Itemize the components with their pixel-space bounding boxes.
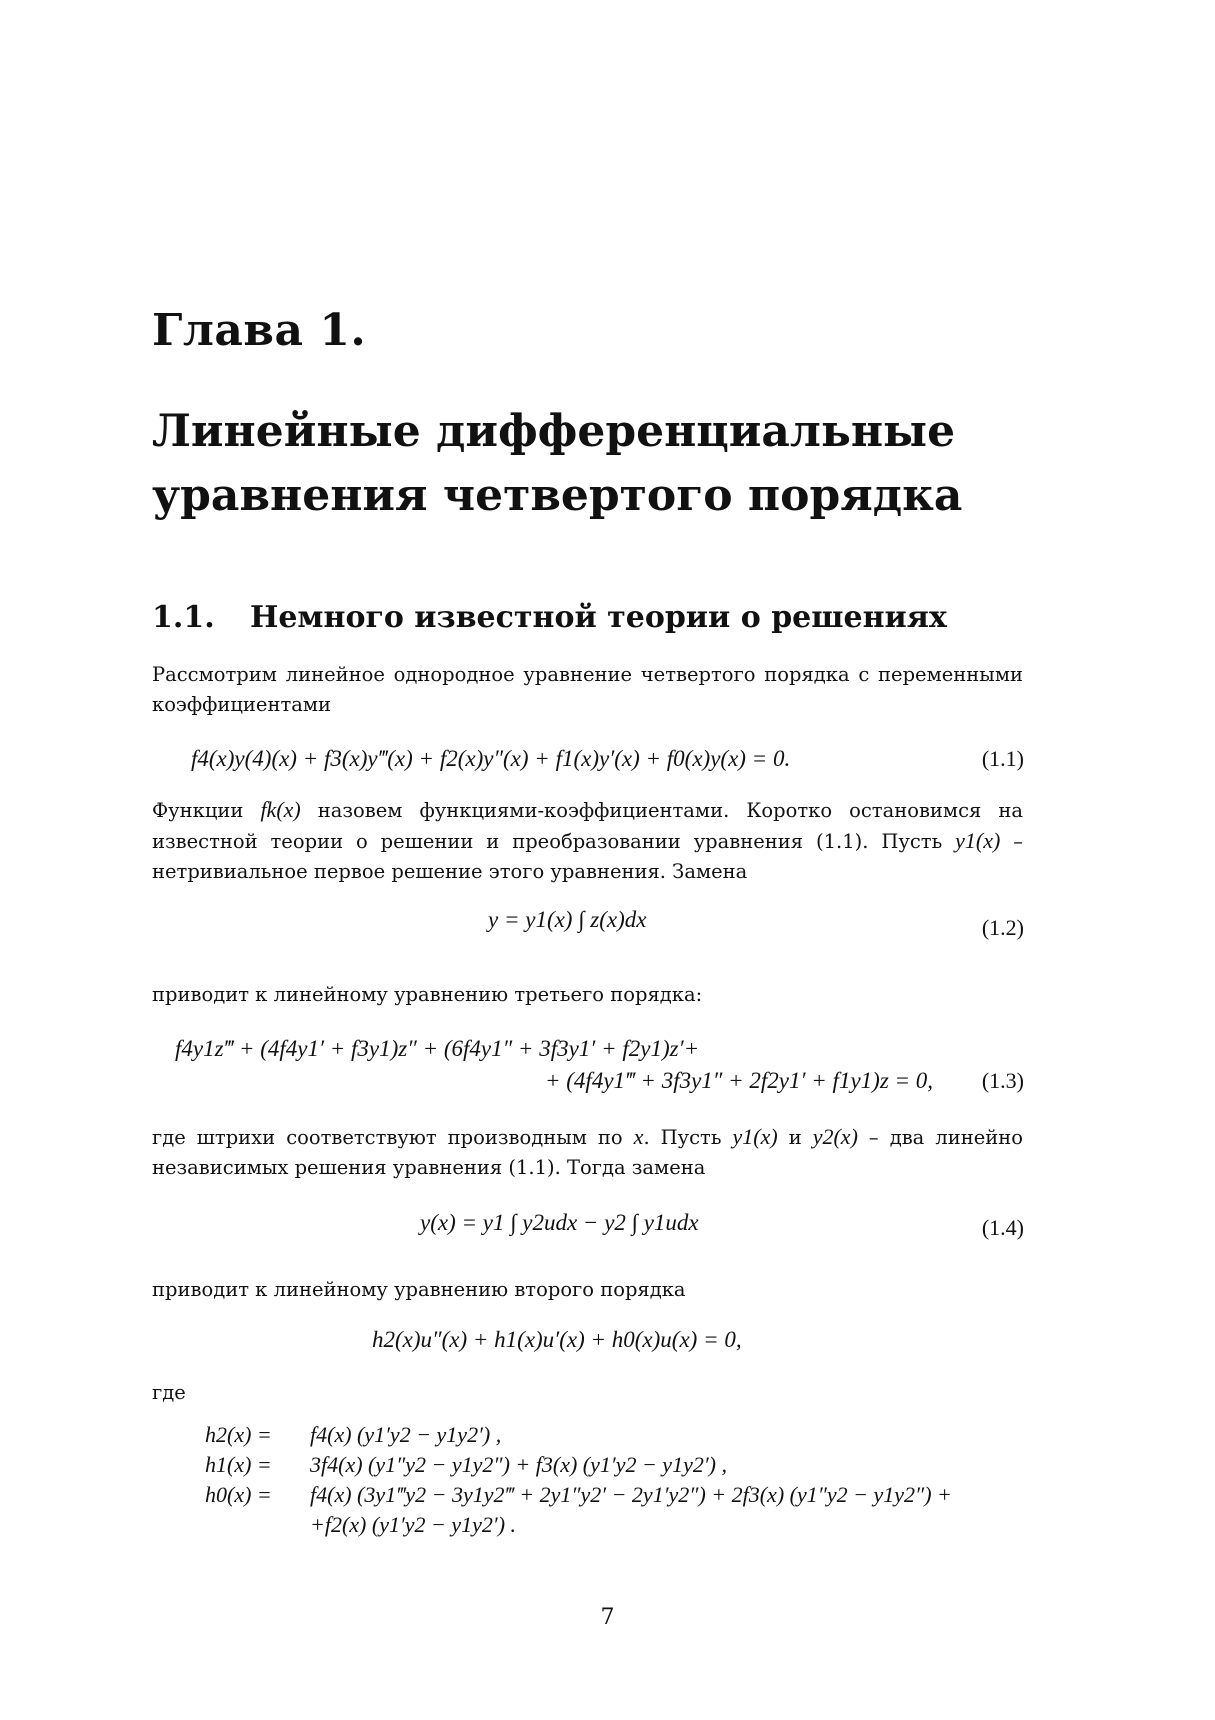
paragraph-intro: Рассмотрим линейное однородное уравнение четвертого порядка с переменными коэффициентами bbox=[152, 663, 1023, 716]
text-span: Функции bbox=[152, 799, 261, 822]
section-heading bbox=[152, 600, 947, 635]
chapter-title: Линейные дифференциальные уравнения четвертого порядка bbox=[152, 406, 963, 521]
equation-second-order: h2(x)u″(x) + h1(x)u′(x) + h0(x)u(x) = 0, bbox=[372, 1327, 742, 1352]
text-span: . Пусть bbox=[643, 1126, 733, 1149]
text-span: – нетривиальное первое решение этого уравнения. Замена bbox=[152, 830, 1023, 883]
text-span: – два линейно независимых решения уравнения (1.1). Тогда замена bbox=[152, 1126, 1023, 1179]
definition-lhs: h2(x) = bbox=[205, 1422, 272, 1447]
definition-rhs: f4(x) (3y1‴y2 − 3y1y2‴ + 2y1″y2′ − 2y1′y2″) + 2f3(x) (y1″y2 − y1y2″) + bbox=[310, 1482, 952, 1507]
paragraph-where: где bbox=[152, 1381, 186, 1404]
definition-rhs: +f2(x) (y1′y2 − y1y2′) . bbox=[310, 1512, 517, 1537]
definition-rhs: 3f4(x) (y1″y2 − y1y2″) + f3(x) (y1′y2 − y1y2′) , bbox=[310, 1452, 727, 1477]
text-span: назовем функциями-коэффициентами. Коротко остановимся на известной теории о решении и преобразовании уравнения (1.1). Пусть bbox=[152, 799, 1023, 853]
chapter-label: Глава 1. bbox=[152, 305, 367, 356]
definition-row-h0 bbox=[205, 1480, 952, 1510]
equation-number-1-2: (1.2) bbox=[981, 915, 1024, 940]
math-y1: y1(x) bbox=[955, 828, 1001, 853]
definition-row-h0-cont bbox=[205, 1510, 952, 1540]
equation-number-1-1: (1.1) bbox=[981, 746, 1024, 771]
text-span: и bbox=[777, 1126, 813, 1149]
text-span: где штрихи соответствуют производным по bbox=[152, 1126, 634, 1149]
paragraph-coefficients bbox=[152, 795, 1023, 887]
definition-lhs: h1(x) = bbox=[205, 1452, 272, 1477]
equation-number-1-3: (1.3) bbox=[981, 1068, 1024, 1093]
equation-1-2: y = y1(x) ∫ z(x)dx bbox=[488, 907, 647, 932]
definition-spacer bbox=[205, 1510, 310, 1540]
definition-lhs: h0(x) = bbox=[205, 1482, 272, 1507]
equation-number-1-4: (1.4) bbox=[981, 1215, 1024, 1240]
equation-1-4: y(x) = y1 ∫ y2udx − y2 ∫ y1udx bbox=[420, 1210, 699, 1235]
definition-row-h1 bbox=[205, 1450, 952, 1480]
equation-1-3-line1: f4y1z‴ + (4f4y1′ + f3y1)z″ + (6f4y1″ + 3f3y1′ + f2y1)z′+ bbox=[175, 1036, 700, 1061]
coefficient-definitions bbox=[205, 1420, 952, 1540]
math-x: x bbox=[633, 1124, 644, 1149]
paragraph-second-order: приводит к линейному уравнению второго порядка bbox=[152, 1278, 686, 1301]
page-number: 7 bbox=[600, 1605, 615, 1630]
math-y1: y1(x) bbox=[732, 1124, 778, 1149]
section-number: 1.1. bbox=[152, 600, 215, 635]
section-title: Немного известной теории о решениях bbox=[250, 600, 947, 635]
paragraph-third-order: приводит к линейному уравнению третьего порядка: bbox=[152, 983, 703, 1006]
math-y2: y2(x) bbox=[812, 1124, 858, 1149]
definition-row-h2 bbox=[205, 1420, 952, 1450]
equation-1-1: f4(x)y(4)(x) + f3(x)y‴(x) + f2(x)y″(x) + f1(x)y′(x) + f0(x)y(x) = 0. bbox=[191, 746, 791, 771]
paragraph-primes bbox=[152, 1122, 1023, 1183]
math-fk: fk(x) bbox=[260, 797, 301, 822]
equation-1-3-line2: + (4f4y1‴ + 3f3y1″ + 2f2y1′ + f1y1)z = 0, bbox=[545, 1068, 934, 1093]
definition-rhs: f4(x) (y1′y2 − y1y2′) , bbox=[310, 1422, 502, 1447]
